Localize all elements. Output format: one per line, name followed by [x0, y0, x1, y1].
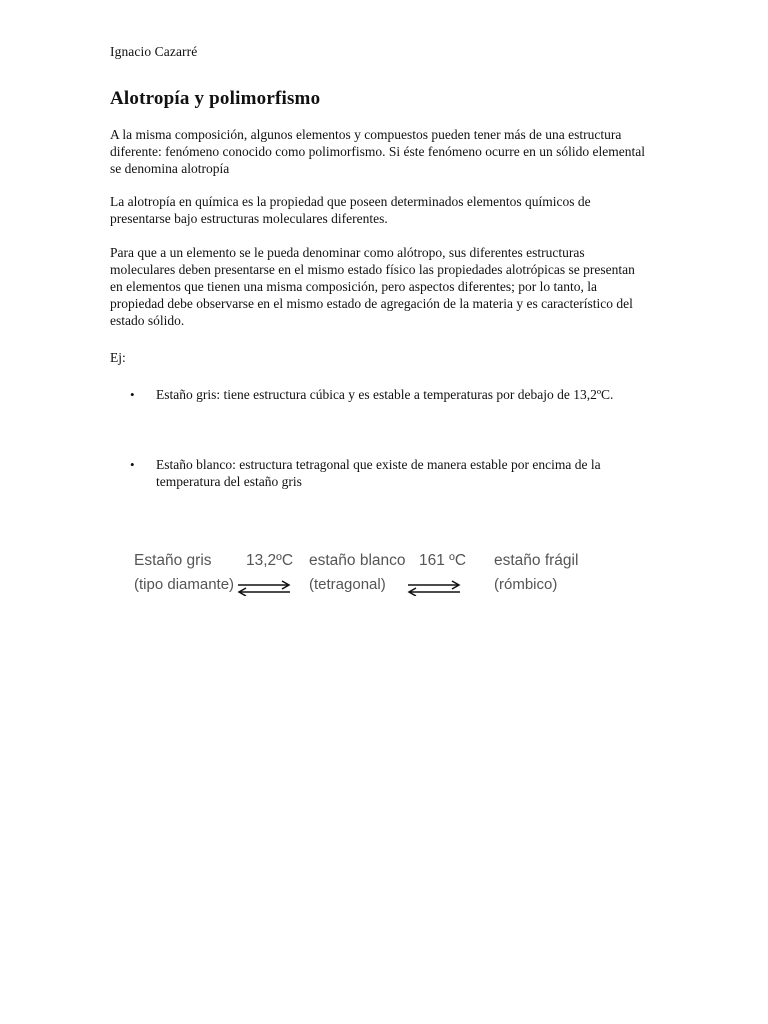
- state-name-blanco: estaño blanco: [309, 552, 406, 569]
- example-label: Ej:: [110, 350, 126, 365]
- equilibrium-arrows-icon: [236, 580, 292, 596]
- paragraph-intro: A la misma composición, algunos elementos y compuestos pueden tener más de una estructura diferente: fenómeno conocido como polimorfismo. Si éste fenómeno ocurre en un sólido elemental se denomina alotropía: [110, 127, 645, 176]
- allotrope-transition-diagram: [134, 548, 594, 604]
- state-name-gris: Estaño gris: [134, 552, 212, 569]
- paragraph-definition: La alotropía en química es la propiedad que poseen determinados elementos químicos de presentarse bajo estructuras moleculares diferentes.: [110, 194, 591, 226]
- list-item-text: Estaño gris: tiene estructura cúbica y es estable a temperaturas por debajo de 13,2ºC.: [156, 387, 614, 402]
- paragraph-conditions: Para que a un elemento se le pueda denominar como alótropo, sus diferentes estructuras moleculares deben presentarse en el mismo estado físico las propiedades alotrópicas se presentan en elementos que tienen una misma composición, pero aspectos diferentes; por lo tanto, la propiedad debe observarse en el mismo estado de agregación de la materia y es característico del estado sólido.: [110, 245, 635, 328]
- bullet-icon: •: [130, 457, 135, 472]
- document-title: Alotropía y polimorfismo: [110, 88, 321, 109]
- transition-temperature-1: 13,2ºC: [246, 552, 294, 569]
- equilibrium-arrows-icon: [406, 580, 462, 596]
- state-structure-gris: (tipo diamante): [134, 576, 235, 593]
- transition-temperature-2: 161 ºC: [419, 552, 467, 569]
- list-item-text: Estaño blanco: estructura tetragonal que existe de manera estable por encima de la temperatura del estaño gris: [156, 457, 601, 489]
- author-name: Ignacio Cazarré: [110, 44, 198, 59]
- bullet-icon: •: [130, 387, 135, 402]
- state-structure-fragil: (rómbico): [494, 576, 558, 593]
- state-name-fragil: estaño frágil: [494, 552, 579, 569]
- state-structure-blanco: (tetragonal): [309, 576, 386, 593]
